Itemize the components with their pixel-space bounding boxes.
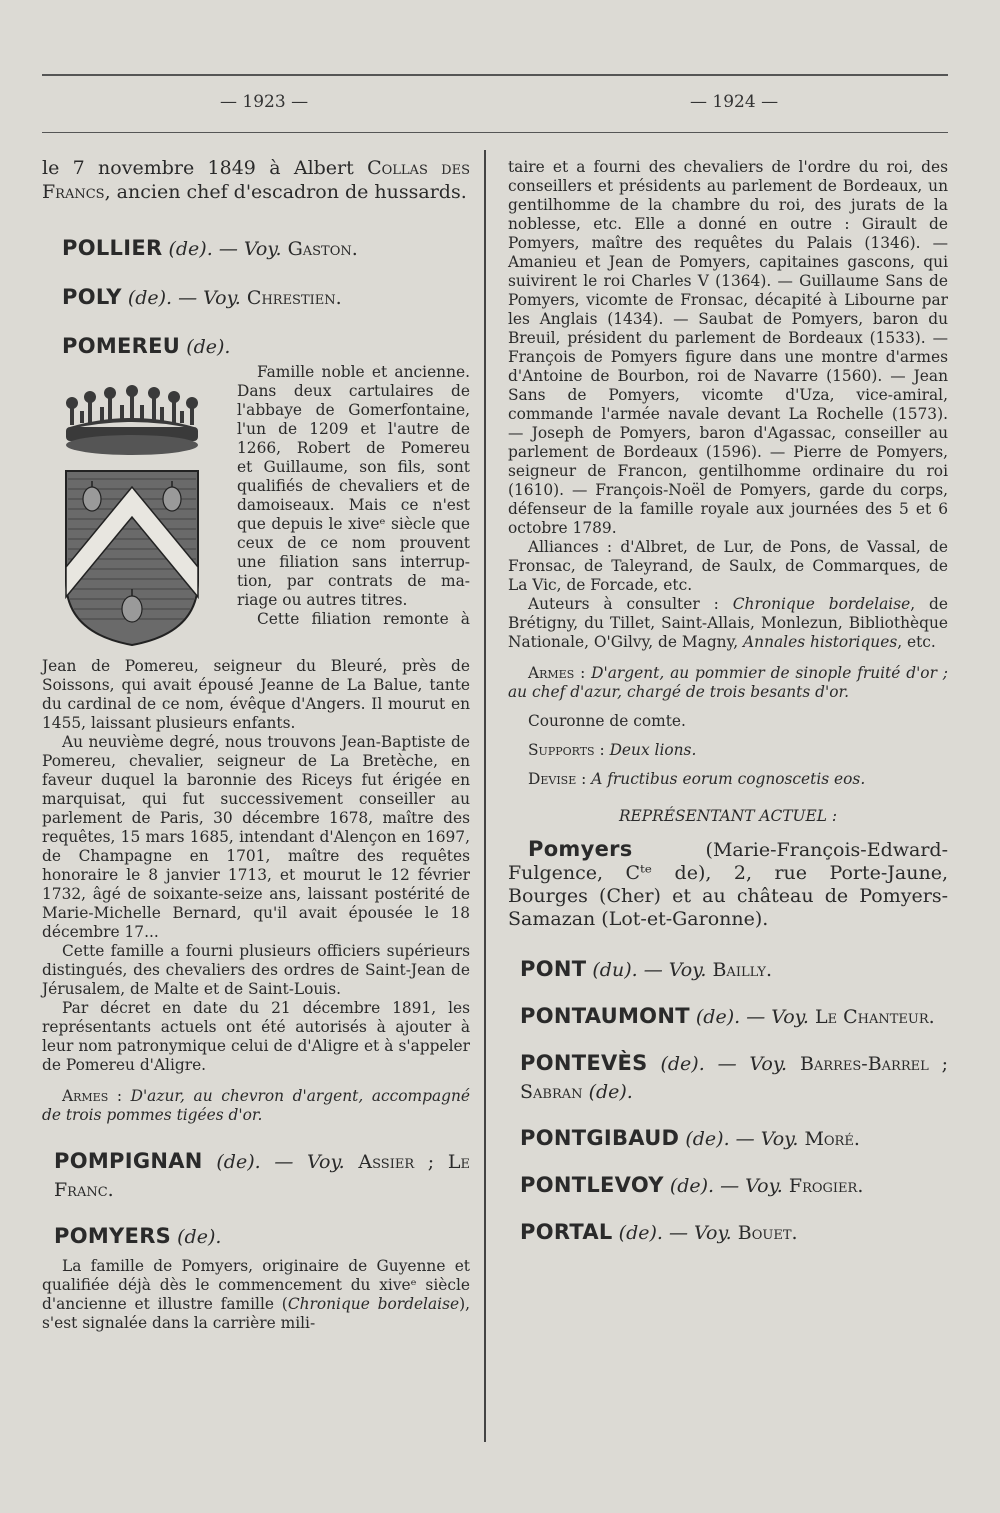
pomyers-arms: Armes : D'argent, au pommier de sinople fruité d'or ; au chef d'azur, chargé de trois besants d'or. [508,664,948,701]
pomereu-paragraph-3: Cette famille a fourni plusieurs officiers supérieurs distingués, des chevaliers des ordres de Saint-Jean de Jérusalem, de Malte et de Saint-Louis. [42,942,470,998]
left-column [42,156,470,1333]
pomereu-arms: Armes : D'azur, au chevron d'argent, accompagné de trois pommes tigées d'or. [42,1087,470,1124]
pomyers-devise: Devise : A fructibus eorum cognoscetis eos. [528,770,866,788]
entry-pollier: POLLIER (de). — Voy. Gaston. [62,236,358,260]
pomyers-paragraph-1: La famille de Pomyers, originaire de Guyenne et qualifiée déjà dès le commencement du xiveᵉ siècle d'ancienne et illustre famille (Chronique bordelaise), s'est signalée dans la carrière mili- [42,1257,470,1332]
entry-pontaumont: PONTAUMONT (de). — Voy. Le Chanteur. [520,1004,935,1028]
entry-ponteves: PONTEVÈS (de). — Voy. Barres-Barrel ; Sabran (de). [520,1051,948,1103]
representant-heading: REPRÉSENTANT ACTUEL : [618,807,838,825]
pomereu-arms-block [42,363,470,657]
coat-of-arms-pomereu [52,371,212,651]
top-rule [42,74,948,76]
entry-poly: POLY (de). — Voy. Chrestien. [62,285,342,309]
pomereu-side-text: Famille noble et ancienne. Dans deux cartulaires de l'abbaye de Gomerfontaine, l'un de 1209 et l'autre de 1266, Robert de Pomereu et Guillaume, son fils, sont qualifiés de chevaliers et de damoiseaux. Mais ce n'est que depuis le xiveᵉ siècle que ceux de ce nom prouvent une filiation sans interrup- tion, par contrats de ma- riage ou autres titres. Cette filiation remonte à [237,363,470,628]
intro-paragraph: le 7 novembre 1849 à Albert Collas des Francs, ancien chef d'escadron de hussards. [42,157,470,203]
header-rule [42,132,948,133]
entry-pomereu-heading: POMEREU (de). [62,334,231,358]
entry-pontgibaud: PONTGIBAUD (de). — Voy. Moré. [520,1126,860,1150]
pomyers-auteurs: Auteurs à consulter : Chronique bordelaise, de Brétigny, du Tillet, Saint-Allais, Monlezun, Bibliothèque Nationale, O'Gilvy, de Magny, Annales historiques, etc. [508,595,948,651]
pomyers-alliances: Alliances : d'Albret, de Lur, de Pons, de Vassal, de Fronsac, de Taleyrand, de Saulx, de Commarques, de La Vic, de Forcade, etc. [508,538,948,594]
crown-and-shield-icon [52,371,212,651]
entry-pompignan: POMPIGNAN (de). — Voy. Assier ; Le Franc. [54,1149,470,1201]
pomyers-paragraph-2: taire et a fourni des chevaliers de l'ordre du roi, des conseillers et présidents au parlement de Bordeaux, un gentilhomme de la chambre du roi, des jurats de la noblesse, etc. Elle a donné en outre : Girault de Pomyers, maître des requêtes du Palais (1346). — Amanieu et Jean de Pomyers, capitaines gascons, qui suivirent le roi Charles V (1364). — Guillaume Sans de Pomyers, vicomte de Fronsac, décapité à Libourne par les Anglais (1434). — Saubat de Pomyers, baron du Breuil, président du parlement de Bordeaux (1533). — François de Pomyers figure dans une montre d'armes d'Antoine de Bourbon, roi de Navarre (1560). — Jean Sans de Pomyers, vicomte d'Uza, vice-amiral, commande l'armée navale devant La Rochelle (1573). — Joseph de Pomyers, baron d'Agassac, conseiller au parlement de Bordeaux (1596). — Pierre de Pomyers, seigneur de Francon, gentilhomme ordinaire du roi (1610). — François-Noël de Pomyers, garde du corps, défenseur de la famille royale aux journées des 5 et 6 octobre 1789. [508,158,948,537]
pomereu-paragraph-2: Au neuvième degré, nous trouvons Jean-Baptiste de Pomereu, chevalier, seigneur de La Bretèche, en faveur duquel la baronnie des Riceys fut érigée en marquisat, qui fut successivement conseiller au parlement de Paris, 30 décembre 1678, maître des requêtes, 15 mars 1685, intendant d'Alençon en 1697, de Champagne en 1701, maître des requêtes honoraire le 8 janvier 1713, et mourut le 12 février 1732, âgé de soixante-seize ans, laissant postérité de Marie-Michelle Bernard, qu'il avait épousée le 18 décembre 17... [42,733,470,941]
right-column [508,158,948,1247]
pomyers-supports: Supports : Deux lions. [528,741,697,759]
pomereu-paragraph-1: Jean de Pomereu, seigneur du Bleuré, près de Soissons, qui avait épousé Jeanne de La Balue, tante du cardinal de ce nom, évêque d'Angers. Il mourut en 1455, laissant plusieurs enfants. [42,657,470,732]
pomereu-paragraph-4: Par décret en date du 21 décembre 1891, les représentants actuels ont été autorisés à ajouter à leur nom patronymique celui de d'Aligre et à s'appeler de Pomereu d'Aligre. [42,999,470,1074]
entry-pomyers-heading: POMYERS (de). [54,1224,222,1248]
column-divider [484,150,486,1442]
representant-paragraph: Pomyers (Marie-François-Edward-Fulgence, Cᵗᵉ de), 2, rue Porte-Jaune, Bourges (Cher) et au château de Pomyers-Samazan (Lot-et-Garonne). [508,837,948,930]
right-page-number: — 1924 — [690,92,779,112]
pomyers-couronne: Couronne de comte. [528,712,686,730]
entry-pontlevoy: PONTLEVOY (de). — Voy. Frogier. [520,1173,864,1197]
entry-portal: PORTAL (de). — Voy. Bouet. [520,1220,798,1244]
left-page-number: — 1923 — [220,92,309,112]
entry-pont: PONT (du). — Voy. Bailly. [520,957,773,981]
